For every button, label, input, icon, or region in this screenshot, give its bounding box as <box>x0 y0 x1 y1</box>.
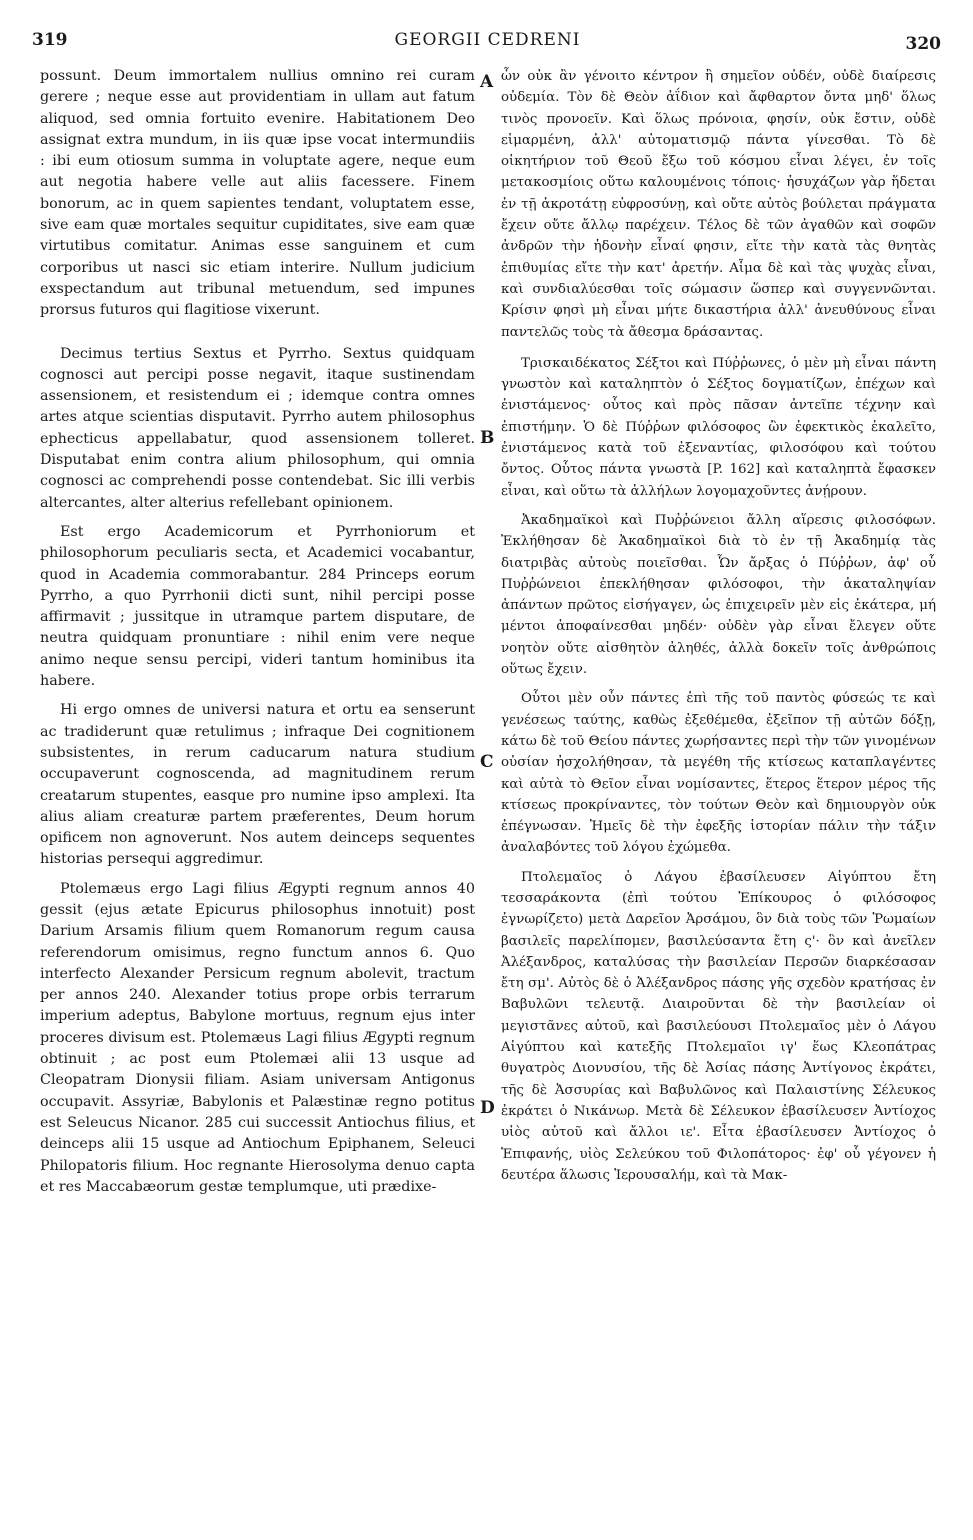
greek-paragraph-3: Ἀκαδημαϊκοὶ καὶ Πυῤῥώνειοι ἄλλη αἵρεσις φιλοσόφων. Ἐκλήθησαν δὲ Ἀκαδημαϊκοὶ διὰ τὸ ἐν τῇ Ἀκαδημίᾳ τὰς διατριβὰς αὐτοὺς ποιεῖσθαι. Ὧν ἄρξας ὁ Πύῤῥων, ἀφ' οὗ Πυῤῥώνειοι ἐπεκλήθησαν φιλόσοφοι, τὴν ἀκαταληψίαν ἁπάντων πρῶτος εἰσήγαγεν, ὡς ἐπιχειρεῖν μὲν εἰς ἑκάτερα, μή μέντοι ἀποφαίνεσθαι μηδέν· οὐδὲν γὰρ εἶναι ἔλεγεν οὔτε νοητὸν οὔτε αἰσθητὸν ἀληθές, ἀλλὰ δοκεῖν τοῖς ἀνθρώποις οὕτως ἔχειν. <box>501 512 936 678</box>
section-letter-c: C <box>480 752 494 772</box>
latin-paragraph-1: possunt. Deum immortalem nullius omnino rei curam gerere ; neque esse aut providentiam in ullam aut fatum aliquod, sed omnia fortuito evenire. Habitationem Deo assignat extra mundum, in iis quæ ipse vocat intermundiis : ibi eum otiosum summa in voluptate agere, neque eum aut negotia habere velle aut aliis facessere. Finem bonorum, ac in quem sapientes tendant, voluptatem esse, sive eam quæ mortales sequitur cupiditates, sive eam quæ virtutibus comitatur. Animas esse sanguinem et cum corporibus ut nasci sic etiam interire. Nullum judicium exspectandum aut tribunal metuendum, sed impunes prorsus futuros qui flagitiose vixerunt. <box>40 68 475 319</box>
section-letter-a: A <box>480 72 494 92</box>
greek-paragraph-4: Οὗτοι μὲν οὖν πάντες ἐπὶ τῆς τοῦ παντὸς φύσεώς τε καὶ γενέσεως ταύτης, καθὼς ἐξεθέμεθα, ἐξεῖπον τῇ αὐτῶν δόξῃ, κάτω δὲ τοῦ Θείου πάντες χωρήσαντες περὶ τὴν τῶν γινομένων οὐσίαν ἠσχολήθησαν, τὰ μεγέθη τῆς κτίσεως καταπλαγέντες καὶ αὐτὰ τὸ Θεῖον εἶναι νομίσαντες, ἕτερος ἕτερον μέρος τῆς κτίσεως προκρίναντες, τὸν τούτων Θεὸν καὶ δημιουργὸν οὐκ ἐπέγνωσαν. Ἡμεῖς δὲ τὴν ἐφεξῆς ἱστορίαν πάλιν τὴν τάξιν ἀναλαβόντες τοῦ λόγου ἐχώμεθα. <box>501 691 936 856</box>
greek-paragraph-2: Τρισκαιδέκατος Σέξτοι καὶ Πύῤῥωνες, ὁ μὲν μὴ εἶναι πάντη γνωστὸν καὶ καταληπτὸν ὁ Σέξτος δογματίζων, ἐπέχων καὶ ἐνιστάμενος· οὗτος καὶ πρὸς πᾶσαν ἀντεῖπε τέχνην καὶ ἐπιστήμην. Ὁ δὲ Πύῤῥων φιλόσοφος ὢν ἐφεκτικὸς ἐκαλεῖτο, ἐνιστάμενος κατὰ τοῦ ἐξεναντίας, φιλοσόφου καὶ τούτου ὄντος. Οὗτος πάντα γνωστὰ [P. 162] καὶ καταληπτὰ ἔφασκεν εἶναι, καὶ οὕτω τὰ ἀλλήλων λογομαχοῦντες ἀνῄρουν. <box>501 355 936 499</box>
latin-paragraph-5: Ptolemæus ergo Lagi filius Ægypti regnum annos 40 gessit (ejus ætate Epicurus philosophus innotuit) post Darium Arsamis filium quem Romanorum regum causa referendorum omisimus, regno functum annos 6. Quo interfecto Alexander Persicum regnum abolevit, tractum per annos 240. Alexander totius prope orbis terrarum imperium adeptus, Babylone mortuus, regnum ejus inter proceres divisum est. Ptolemæus Lagi filius Ægypti regnum obtinuit ; ac post eum Ptolemæi alii 13 usque ad Cleopatram Dionysii filiam. Asiam universam Antigonus occupavit. Assyriæ, Babylonis et Palæstinæ regno potitus est Seleucus Nicanor. 285 cui successit Antiochus filius, et deinceps alii 15 usque ad Antiochum Epiphanem, Seleuci Philopatoris filium. Hoc regnante Hierosolyma denuo capta et res Maccabæorum gestæ templumque, uti prædixe- <box>40 880 475 1195</box>
greek-paragraph-1: ὧν οὐκ ἂν γένοιτο κέντρον ἢ σημεῖον οὐδέν, οὐδὲ διαίρεσις οὐδεμία. Τὸν δὲ Θεὸν ἀΐδιον καὶ ἄφθαρτον ὄντα μηδ' ὅλως τινὸς προνοεῖν. Καὶ ὅλως πρόνοια, φησίν, οὐκ ἔστιν, οὐδὲ εἱμαρμένη, ἀλλ' αὐτοματισμῷ πάντα γίνεσθαι. Τὸ δὲ οἰκητήριον τοῦ Θεοῦ ἔξω τοῦ κόσμου εἶναι λέγει, ἐν τοῖς μετακοσμίοις οὕτω καλουμένοις τόποις· ἡσυχάζων γὰρ ἥδεται ἐν τῇ ἀκροτάτῃ εὐφροσύνῃ, καὶ οὔτε αὐτὸς βούλεται πράγματα ἔχειν οὔτε ἄλλῳ παρέχειν. Τέλος δὲ τῶν ἀγαθῶν καὶ σοφῶν ἀνδρῶν τὴν ἡδονὴν εἶναί φησιν, εἴτε τὴν κατὰ τὰς θνητὰς ἐπιθυμίας εἴτε τὴν κατ' ἀρετήν. Αἷμα δὲ καὶ τὰς ψυχὰς εἶναι, καὶ συνδιαλύεσθαι τοῖς σώμασιν ὥσπερ καὶ συγγεννῶνται. Κρίσιν φησὶ μὴ εἶναι μήτε δικαστήρια ἀλλ' ἀνευθύνους εἶναι παντελῶς τοὺς τὰ ἄθεσμα δράσαντας. <box>501 69 936 340</box>
page-header <box>28 30 947 56</box>
section-letter-d: D <box>480 1098 495 1118</box>
latin-paragraph-3: Est ergo Academicorum et Pyrrhoniorum et philosophorum peculiaris secta, et Academici vocabantur, quod in Academia commorabantur. 284 Princeps eorum Pyrrho, a quo Pyrrhonii dicti sunt, nihil percipi posse affirmavit ; jussitque in utramque partem disputare, de neutra quidquam pronuntiare : nihil enim vere neque animo neque sensu percipi, videri tantum hominibus ita habere. <box>40 523 475 690</box>
greek-column <box>501 66 936 1194</box>
section-letter-b: B <box>480 428 495 448</box>
greek-paragraph-5: Πτολεμαῖος ὁ Λάγου ἐβασίλευσεν Αἰγύπτου ἔτη τεσσαράκοντα (ἐπὶ τούτου Ἐπίκουρος ὁ φιλόσοφος ἐγνωρίζετο) μετὰ Δαρεῖον Ἀρσάμου, ὃν διὰ τοὺς τῶν Ῥωμαίων βασιλεῖς παρελίπομεν, βασιλεύσαντα ἔτη ς'· ὃν καὶ ἀνεῖλεν Ἀλέξανδρος, καταλύσας τὴν βασιλείαν Περσῶν διαρκέσασαν ἔτη σμ'. Αὐτὸς δὲ ὁ Ἀλέξανδρος πάσης γῆς σχεδὸν κρατήσας ἐν Βαβυλῶνι τελευτᾷ. Διαιροῦνται δὲ τὴν βασιλείαν οἱ μεγιστᾶνες αὐτοῦ, καὶ βασιλεύουσι Πτολεμαῖος μὲν ὁ Λάγου Αἰγύπτου καὶ κατεξῆς Πτολεμαῖοι ιγ' ἕως Κλεοπάτρας θυγατρὸς Διονυσίου, τῆς δὲ Ἀσίας πάσης Ἀντίγονος ἐκράτει, τῆς δὲ Ἀσσυρίας καὶ Βαβυλῶνος καὶ Παλαιστίνης Σέλευκος ἐκράτει ὁ Νικάνωρ. Μετὰ δὲ Σέλευκον ἐβασίλευσεν Ἀντίοχος υἱὸς αὐτοῦ καὶ ἄλλοι ιε'. Εἶτα ἐβασίλευσεν Ἀντίοχος ὁ Ἐπιφανής, υἱὸς Σελεύκου τοῦ Φιλοπάτορος· ἐφ' οὗ γέγονεν ἡ δευτέρα ἅλωσις Ἱερουσαλήμ, καὶ τὰ Μακ- <box>501 869 936 1183</box>
latin-paragraph-2: Decimus tertius Sextus et Pyrrho. Sextus quidquam cognosci aut percipi posse negavit, itaque sustinendam assensionem, et resistendum ei ; idemque contra omnes artes atque scientias disputavit. Pyrrho autem philosophus ephecticus appellabatur, quod assensionem tolleret. Disputabat enim contra alium philosophum, qui omnia cognosci ac comprehendi posse contendebat. Sic illi verbis altercantes, alter alterius refellebant opinionem. <box>40 345 475 511</box>
right-page-number: 320 <box>905 34 941 54</box>
left-page-number: 319 <box>32 30 68 50</box>
latin-paragraph-4: Hi ergo omnes de universi natura et ortu ea senserunt ac tradiderunt quæ retulimus ; infraque Dei cognitionem subsistentes, in rerum caducarum natura studium occupaverunt cognoscenda, ad magnitudinem rerum creatarum stupentes, easque pro numine ipso amplexi. Ita alius aliam creaturæ partem præferentes, Deum horum opificem non agnoverunt. Nos autem deinceps sequentes historias persequi aggredimur. <box>40 702 475 868</box>
running-title: GEORGII CEDRENI <box>394 30 581 50</box>
latin-column <box>40 66 475 1206</box>
